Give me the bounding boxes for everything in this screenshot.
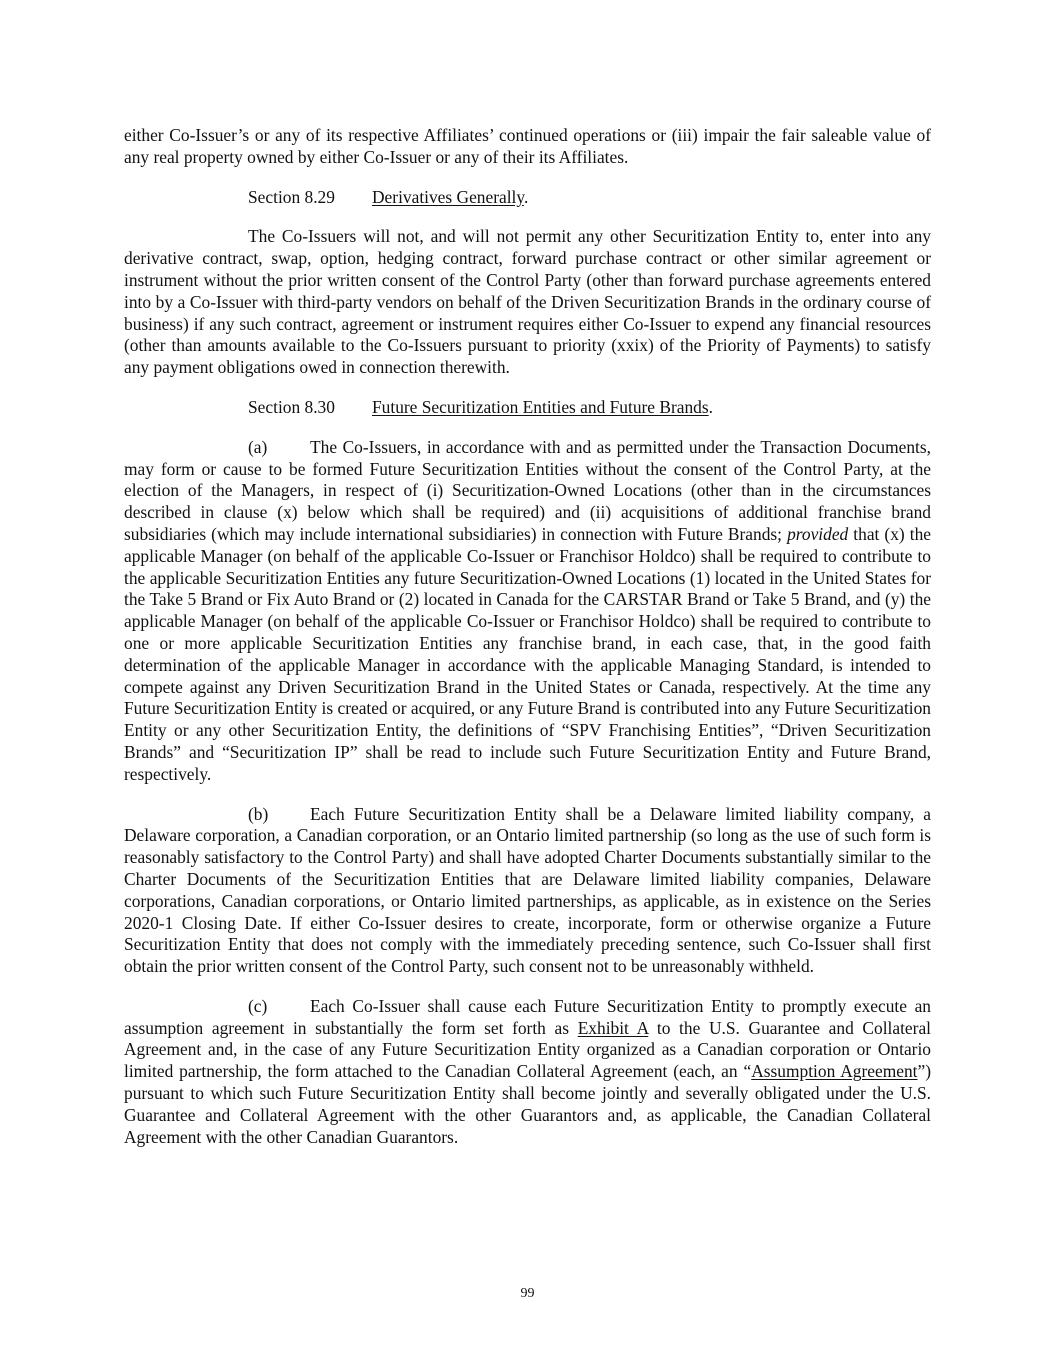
section-8-29-heading <box>124 187 931 209</box>
clause-text: Each Future Securitization Entity shall be a Delaware limited liability company, a Delaware corporation, a Canadian corporation, or an Ontario limited partnership (so long as the use of such form is reasonably satisfactory to the Control Party) and shall have adopted Charter Documents substantially similar to the Charter Documents of the Securitization Entities that are Delaware limited liability companies, Delaware corporations, Canadian corporations, or Ontario limited partnerships, as applicable, as in existence on the Series 2020-1 Closing Date. If either Co-Issuer desires to create, incorporate, form or otherwise organize a Future Securitization Entity that does not comply with the immediately preceding sentence, such Co-Issuer shall first obtain the prior written consent of the Control Party, such consent not to be unreasonably withheld. <box>124 803 931 977</box>
clause-b-paragraph <box>124 804 931 978</box>
clause-c-paragraph <box>124 996 931 1149</box>
section-title: Derivatives Generally <box>372 186 524 207</box>
section-title: Future Securitization Entities and Future Brands <box>372 396 709 417</box>
clause-text: The Co-Issuers, in accordance with and as permitted under the Transaction Documents, may form or cause to be formed Future Securitization Entities without the consent of the Control Party, at the election of the Managers, in respect of (i) Securitization-Owned Locations (other than in the circumstances described in clause (x) below which shall be required) and (ii) acquisitions of additional franchise brand subsidiaries (which may include international subsidiaries) in connection with Future Brands; <box>124 436 931 544</box>
section-number: Section 8.30 <box>248 396 335 417</box>
clause-label: (a) <box>248 436 268 457</box>
clause-text: ”) pursuant to which such Future Securitization Entity shall become jointly and severally obligated under the U.S. Guarantee and Collateral Agreement with the other Guarantors and, as applicable, the Canadian Collateral Agreement with the other Canadian Guarantors. <box>124 1061 931 1147</box>
section-title-suffix: . <box>708 396 713 417</box>
defined-term: Assumption Agreement <box>751 1061 918 1082</box>
clause-a-paragraph <box>124 437 931 786</box>
section-8-29-body: The Co-Issuers will not, and will not permit any other Securitization Entity to, enter into any derivative contract, swap, option, hedging contract, forward purchase contract or other similar agreement or instrument without the prior written consent of the Control Party (other than forward purchase agreements entered into by a Co-Issuer with third-party vendors on behalf of the Driven Securitization Brands in the ordinary course of business) if any such contract, agreement or instrument requires either Co-Issuer to expend any financial resources (other than amounts available to the Co-Issuers pursuant to priority (xxix) of the Priority of Payments) to satisfy any payment obligations owed in connection therewith. <box>124 226 931 378</box>
clause-text: to the U.S. Guarantee and Collateral Agreement and, in the case of any Future Securitization Entity organized as a Canadian corporation or Ontario limited partnership, the form attached to the Canadian Collateral Agreement (each, an “ <box>124 1017 931 1082</box>
section-title-suffix: . <box>523 186 529 207</box>
provided-term: provided <box>787 523 849 544</box>
document-page <box>124 125 931 1148</box>
clause-label: (c) <box>248 995 268 1016</box>
section-number: Section 8.29 <box>248 186 335 207</box>
continued-paragraph: either Co-Issuer’s or any of its respective Affiliates’ continued operations or (iii) impair the fair saleable value of any real property owned by either Co-Issuer or any of their its Affiliates. <box>124 125 931 167</box>
clause-text: that (x) the applicable Manager (on behalf of the applicable Co-Issuer or Franchisor Holdco) shall be required to contribute to the applicable Securitization Entities any future Securitization-Owned Locations (1) located in the United States for the Take 5 Brand or Fix Auto Brand or (2) located in Canada for the CARSTAR Brand or Take 5 Brand, and (y) the applicable Manager (on behalf of the applicable Co-Issuer or Franchisor Holdco) shall be required to contribute to one or more applicable Securitization Entities any franchise brand, in each case, that, in the good faith determination of the applicable Manager in accordance with the applicable Managing Standard, is intended to compete against any Driven Securitization Brand in the United States or Canada, respectively. At the time any Future Securitization Entity is created or acquired, or any Future Brand is contributed into any Future Securitization Entity or any other Securitization Entity, the definitions of “SPV Franchising Entities”, “Driven Securitization Brands” and “Securitization IP” shall be read to include such Future Securitization Entity and Future Brand, respectively. <box>124 523 932 784</box>
clause-text: Each Co-Issuer shall cause each Future Securitization Entity to promptly execute an assumption agreement in substantially the form set forth as <box>124 995 931 1038</box>
clause-label: (b) <box>248 803 269 824</box>
section-8-30-heading <box>124 397 931 419</box>
exhibit-reference: Exhibit A <box>577 1017 649 1038</box>
page-number: 99 <box>520 1286 535 1301</box>
